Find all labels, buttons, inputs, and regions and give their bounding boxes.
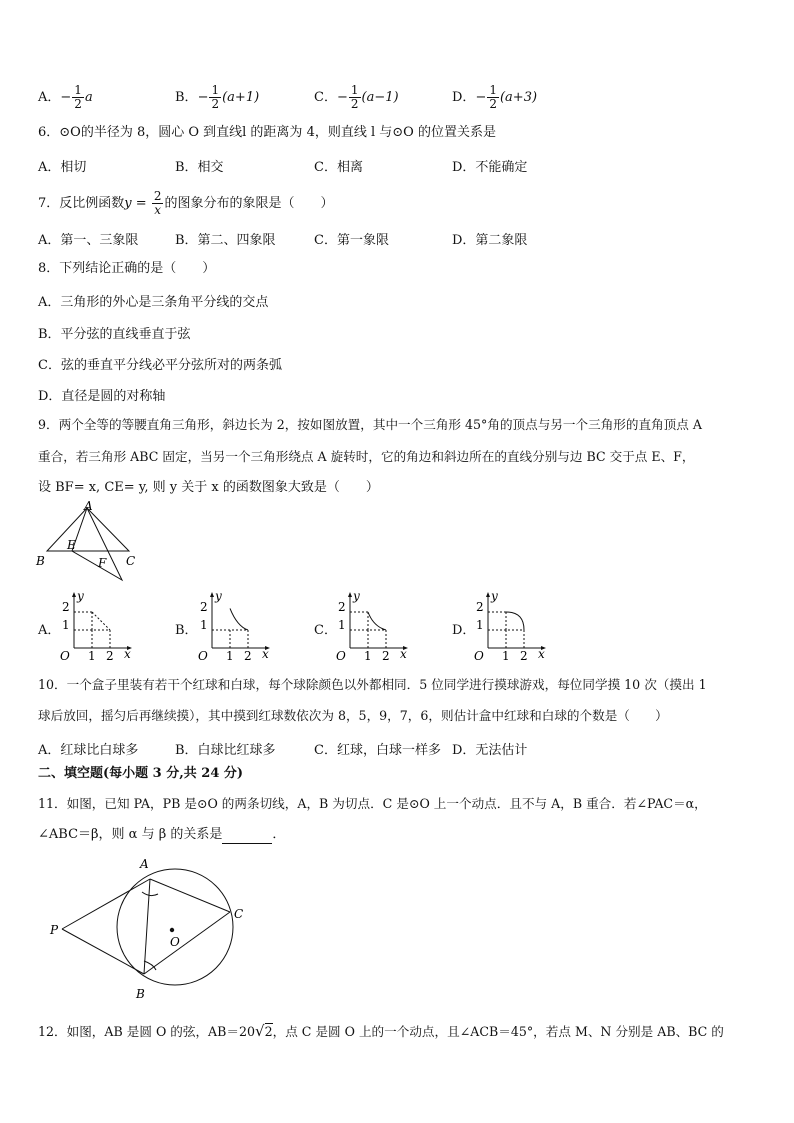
tick-label-y1: 1	[200, 618, 208, 632]
label-a: A	[140, 857, 149, 871]
function-curve	[368, 612, 386, 630]
tick-label-x2: 2	[106, 649, 114, 660]
y-axis-label: y	[491, 589, 498, 603]
y-axis-label: y	[77, 589, 84, 603]
q10-option-c[interactable]: C．红球，白球一样多	[314, 743, 441, 758]
q8-option-a[interactable]: A．三角形的外心是三条角平分线的交点	[38, 295, 269, 310]
label-f: F	[98, 556, 107, 570]
origin-label: O	[60, 649, 70, 660]
label-o: O	[170, 935, 180, 949]
q7-stem: 7．反比例函数y = $\frac{2}{x}$ 的图象分布的象限是（ ）	[38, 189, 334, 217]
tick-label-y2: 2	[476, 600, 484, 614]
label-c: C	[234, 907, 244, 921]
q7-option-a[interactable]: A．第一、三象限	[38, 233, 139, 248]
tick-label-y2: 2	[62, 600, 70, 614]
q9-graph-c	[334, 588, 414, 660]
q12-line-1: 12．如图，AB 是圆 O 的弦，AB＝20√2，点 C 是圆 O 上的一个动点，且∠ACB＝45°，若点 M、N 分别是 AB、BC 的	[38, 1022, 724, 1040]
x-axis-label: x	[124, 647, 131, 660]
q8-option-c[interactable]: C．弦的垂直平分线必平分弦所对的两条弧	[38, 358, 282, 373]
q11-circle-figure	[40, 852, 260, 1007]
q11-line-2: ∠ABC＝β，则 α 与 β 的关系是 ．	[38, 827, 286, 842]
q5-option-b[interactable]: B．− $\frac{1}{2}$ (a+1)	[175, 83, 260, 111]
label-e: E	[67, 538, 76, 552]
q8-option-d[interactable]: D．直径是圆的对称轴	[38, 389, 166, 404]
origin-label: O	[198, 649, 208, 660]
y-arrow-icon	[348, 592, 352, 597]
q7-option-d[interactable]: D．第二象限	[452, 233, 528, 248]
origin-label: O	[336, 649, 346, 660]
tick-label-y2: 2	[200, 600, 208, 614]
y-arrow-icon	[72, 592, 76, 597]
q7-option-c[interactable]: C．第一象限	[314, 233, 389, 248]
q11-line-1: 11．如图，已知 PA，PB 是⊙O 的两条切线，A，B 为切点．C 是⊙O 上一个动点．且不与 A，B 重合．若∠PAC＝α，	[38, 796, 707, 811]
q9-option-d[interactable]: D．	[452, 623, 476, 638]
q9-option-b[interactable]: B．	[175, 623, 198, 638]
q9-graph-d	[472, 588, 552, 660]
function-curve	[230, 608, 248, 630]
q10-option-b[interactable]: B．白球比红球多	[175, 743, 276, 758]
function-curve	[506, 612, 524, 630]
y-axis-label: y	[215, 589, 222, 603]
q8-option-b[interactable]: B．平分弦的直线垂直于弦	[38, 327, 191, 342]
q8-stem: 8．下列结论正确的是（ ）	[38, 261, 216, 276]
tick-label-y1: 1	[476, 618, 484, 632]
tick-label-y2: 2	[338, 600, 346, 614]
y-axis-label: y	[353, 589, 360, 603]
tick-label-x1: 1	[502, 649, 510, 660]
tick-label-x1: 1	[88, 649, 96, 660]
q6-option-a[interactable]: A．相切	[38, 160, 87, 175]
q6-option-c[interactable]: C．相离	[314, 160, 363, 175]
x-axis-label: x	[262, 647, 269, 660]
q6-stem: 6．⊙O的半径为 8，圆心 O 到直线l 的距离为 4，则直线 l 与⊙O 的位置关系是	[38, 125, 496, 140]
y-arrow-icon	[486, 592, 490, 597]
q5-option-a[interactable]: A．− $\frac{1}{2}$ a	[38, 83, 93, 111]
q9-graph-a	[58, 588, 138, 660]
tick-label-x2: 2	[244, 649, 252, 660]
tick-label-x2: 2	[520, 649, 528, 660]
q9-line-3: 设 BF= x, CE= y, 则 y 关于 x 的函数图象大致是（ ）	[38, 480, 379, 495]
q10-option-d[interactable]: D．无法估计	[452, 743, 528, 758]
q10-line-1: 10．一个盒子里装有若干个红球和白球，每个球除颜色以外都相同．5 位同学进行摸球游戏，每位同学摸 10 次（摸出 1	[38, 677, 707, 692]
y-arrow-icon	[210, 592, 214, 597]
q9-option-a[interactable]: A．	[38, 623, 61, 638]
origin-label: O	[474, 649, 484, 660]
tick-label-y1: 1	[338, 618, 346, 632]
q7-option-b[interactable]: B．第二、四象限	[175, 233, 276, 248]
q6-option-d[interactable]: D．不能确定	[452, 160, 528, 175]
label-b: B	[36, 554, 45, 568]
label-c: C	[126, 554, 136, 568]
q9-line-2: 重合，若三角形 ABC 固定，当另一个三角形绕点 A 旋转时，它的角边和斜边所在的直线分别与边 BC 交于点 E、F，	[38, 449, 695, 464]
label-a: A	[84, 499, 93, 513]
tick-label-x2: 2	[382, 649, 390, 660]
q9-triangle-figure	[30, 498, 150, 584]
x-axis-label: x	[400, 647, 407, 660]
q9-option-c[interactable]: C．	[314, 623, 337, 638]
answer-blank[interactable]	[222, 830, 272, 844]
label-b: B	[136, 987, 145, 1001]
x-axis-label: x	[538, 647, 545, 660]
q6-option-b[interactable]: B．相交	[175, 160, 224, 175]
q9-graph-b	[196, 588, 276, 660]
section-heading: 二、填空题(每小题 3 分,共 24 分)	[38, 766, 244, 781]
tick-label-y1: 1	[62, 618, 70, 632]
function-curve	[92, 612, 110, 630]
tick-label-x1: 1	[226, 649, 234, 660]
tick-label-x1: 1	[364, 649, 372, 660]
q5-option-c[interactable]: C．− $\frac{1}{2}$ (a−1)	[314, 83, 399, 111]
q10-option-a[interactable]: A．红球比白球多	[38, 743, 139, 758]
q9-line-1: 9．两个全等的等腰直角三角形，斜边长为 2，按如图放置，其中一个三角形 45°角的顶点与另一个三角形的直角顶点 A	[38, 417, 702, 432]
q5-option-d[interactable]: D．− $\frac{1}{2}$ (a+3)	[452, 83, 538, 111]
label-p: P	[50, 923, 59, 937]
q10-line-2: 球后放回，摇匀后再继续摸），其中摸到红球数依次为 8，5，9，7，6，则估计盒中红球和白球的个数是（ ）	[38, 708, 668, 723]
